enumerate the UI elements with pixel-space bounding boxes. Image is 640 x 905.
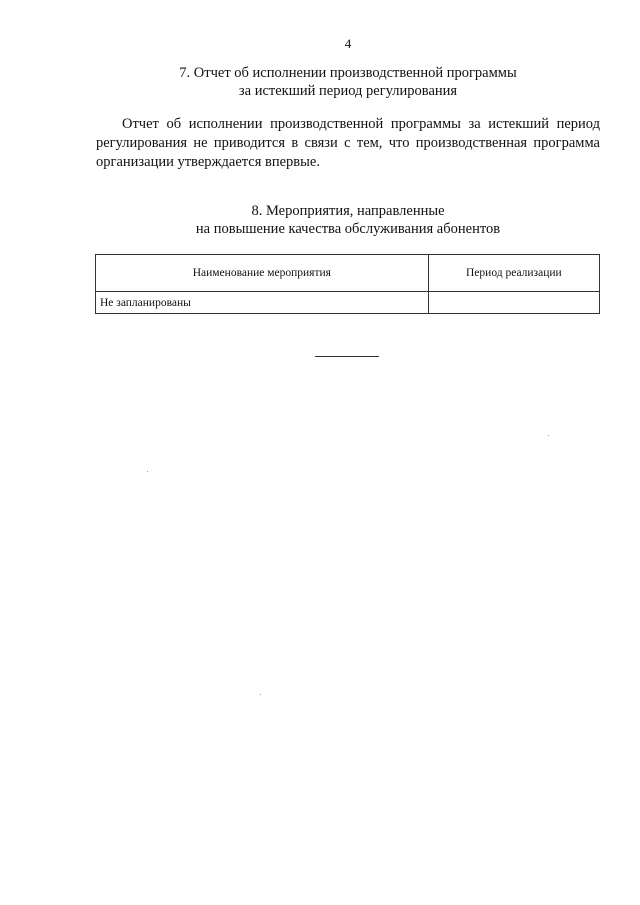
table-cell-event-name: Не запланированы <box>96 292 429 314</box>
table-row <box>96 292 600 314</box>
table-cell-period <box>428 292 599 314</box>
section-7-heading-line-2: за истекший период регулирования <box>238 83 458 99</box>
section-7-paragraph <box>96 115 600 172</box>
column-header-event-name: Наименование мероприятия <box>96 255 429 292</box>
events-table <box>95 254 600 314</box>
column-header-period: Период реализации <box>428 255 599 292</box>
section-7-paragraph-text: Отчет об исполнении производственной программы за истекший период регулирования не приводится в связи с тем, что производственная программа организации утверждается впервые. <box>96 116 600 170</box>
section-7-heading-line-1: 7. Отчет об исполнении производственной программы <box>179 65 517 81</box>
scan-speck <box>147 471 148 472</box>
scan-speck <box>260 694 261 695</box>
page-number: 4 <box>344 36 352 51</box>
section-8-heading-line-1: 8. Мероприятия, направленные <box>251 203 445 219</box>
scan-speck <box>548 435 549 436</box>
section-7-heading <box>0 64 640 100</box>
table-header-row <box>96 255 600 292</box>
end-of-document-line <box>315 356 379 357</box>
section-8-heading <box>0 202 640 238</box>
section-8-heading-line-2: на повышение качества обслуживания абонентов <box>195 221 501 237</box>
